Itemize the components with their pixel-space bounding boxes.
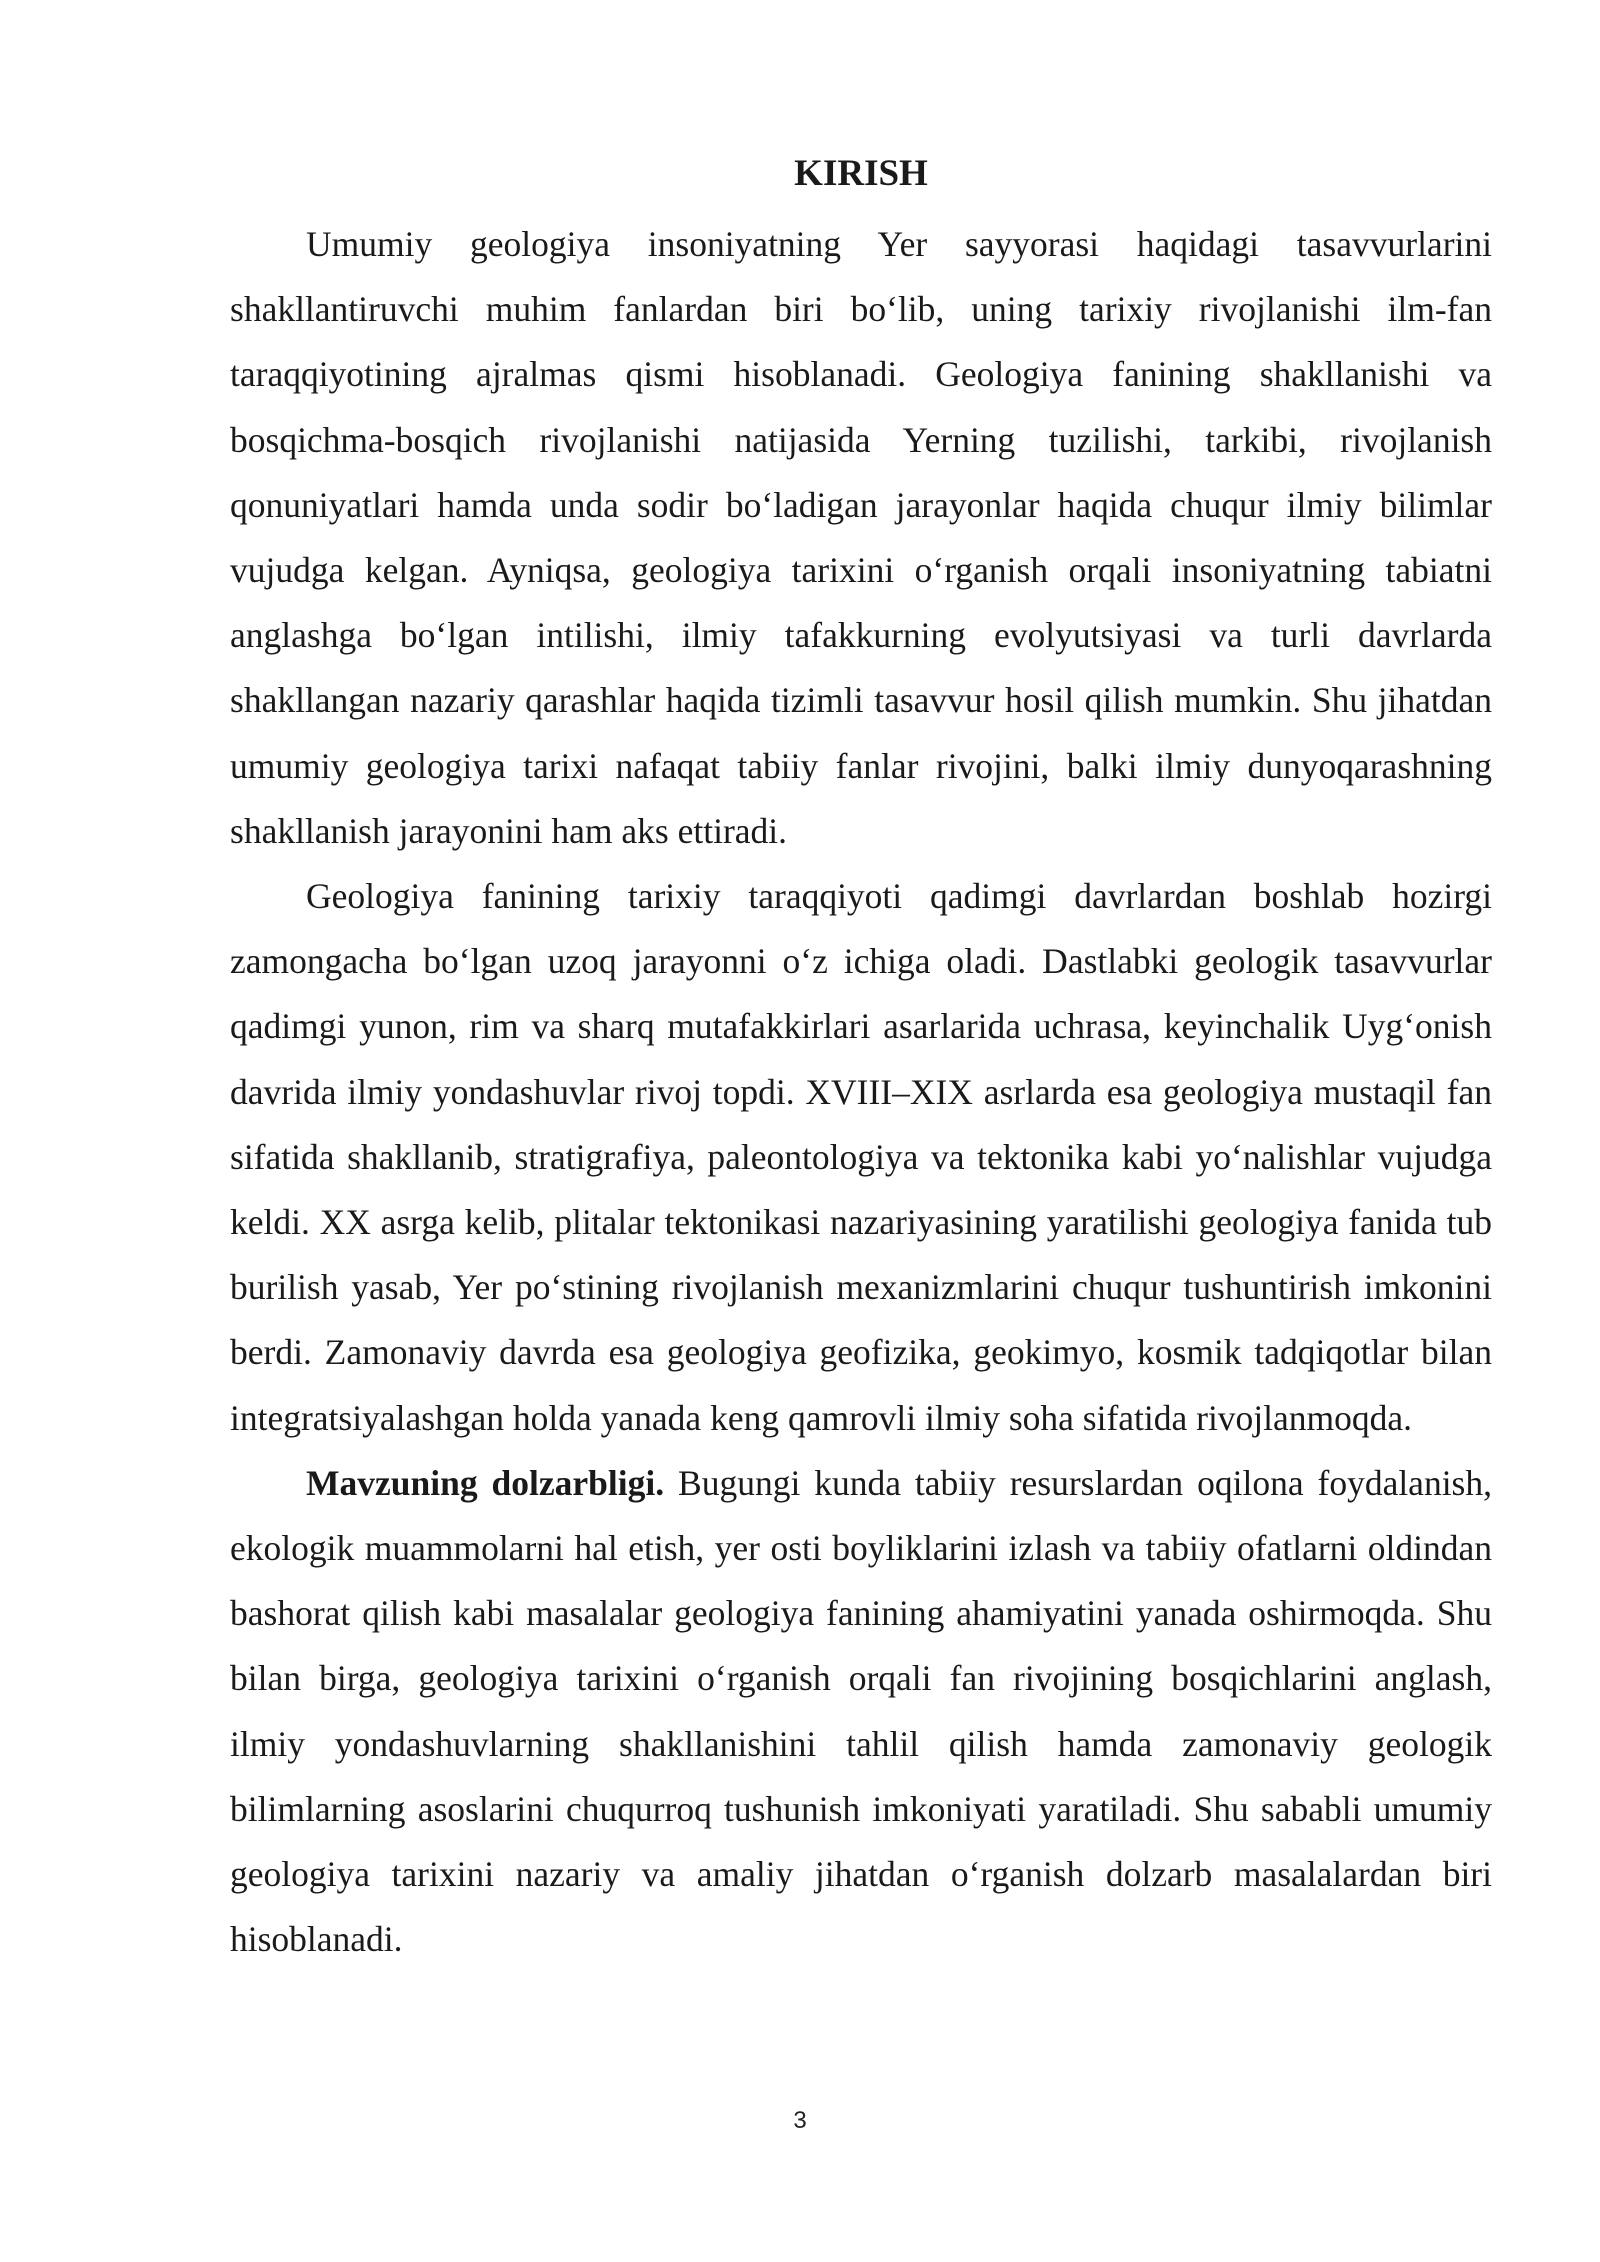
paragraph-relevance-text: Bugungi kunda tabiiy resurslardan oqilona foydalanish, ekologik muammolarni hal etish, yer osti boyliklarini izlash va tabiiy ofatlarni oldindan bashorat qilish kabi masalalar geologiya fanining ahamiyatini yanada oshirmoqda. Shu bilan birga, geologiya tarixini o‘rganish orqali fan rivojining bosqichlarini anglash, ilmiy yondashuvlarning shakllanishini tahlil qilish hamda zamonaviy geologik bilimlarning asoslarini chuqurroq tushunish imkoniyati yaratiladi. Shu sababli umumiy geologiya tarixini nazariy va amaliy jihatdan o‘rganish dolzarb masalalardan biri hisoblanadi. (230, 1462, 1492, 1960)
paragraph-intro-text: Umumiy geologiya insoniyatning Yer sayyorasi haqidagi tasavvurlarini shakllantiruvchi muhim fanlardan biri bo‘lib, uning tarixiy rivojlanishi ilm-fan taraqqiyotining ajralmas qismi hisoblanadi. Geologiya fanining shakllanishi va bosqichma-bosqich rivojlanishi natijasida Yerning tuzilishi, tarkibi, rivojlanish qonuniyatlari hamda unda sodir bo‘ladigan jarayonlar haqida chuqur ilmiy bilimlar vujudga kelgan. Ayniqsa, geologiya tarixini o‘rganish orqali insoniyatning tabiatni anglashga bo‘lgan intilishi, ilmiy tafakkurning evolyutsiyasi va turli davrlarda shakllangan nazariy qarashlar haqida tizimli tasavvur hosil qilish mumkin. Shu jihatdan umumiy geologiya tarixi nafaqat tabiiy fanlar rivojini, balki ilmiy dunyoqarashning shakllanish jarayonini ham aks ettiradi. (230, 224, 1492, 851)
paragraph-relevance (230, 1451, 1492, 1973)
page-number: 3 (793, 2107, 807, 2134)
paragraph-intro (230, 212, 1492, 864)
paragraph-relevance-lead: Mavzuning dolzarbligi. (306, 1462, 665, 1503)
page-body (230, 148, 1492, 1972)
paragraph-history-text: Geologiya fanining tarixiy taraqqiyoti qadimgi davrlardan boshlab hozirgi zamongacha bo‘lgan uzoq jarayonni o‘z ichiga oladi. Dastlabki geologik tasavvurlar qadimgi yunon, rim va sharq mutafakkirlari asarlarida uchrasa, keyinchalik Uyg‘onish davrida ilmiy yondashuvlar rivoj topdi. XVIII–XIX asrlarda esa geologiya mustaqil fan sifatida shakllanib, stratigrafiya, paleontologiya va tektonika kabi yo‘nalishlar vujudga keldi. XX asrga kelib, plitalar tektonikasi nazariyasining yaratilishi geologiya fanida tub burilish yasab, Yer po‘stining rivojlanish mexanizmlarini chuqur tushuntirish imkonini berdi. Zamonaviy davrda esa geologiya geofizika, geokimyo, kosmik tadqiqotlar bilan integratsiyalashgan holda yanada keng qamrovli ilmiy soha sifatida rivojlanmoqda. (230, 876, 1492, 1438)
section-title: KIRISH (794, 153, 928, 194)
paragraph-history (230, 864, 1492, 1451)
